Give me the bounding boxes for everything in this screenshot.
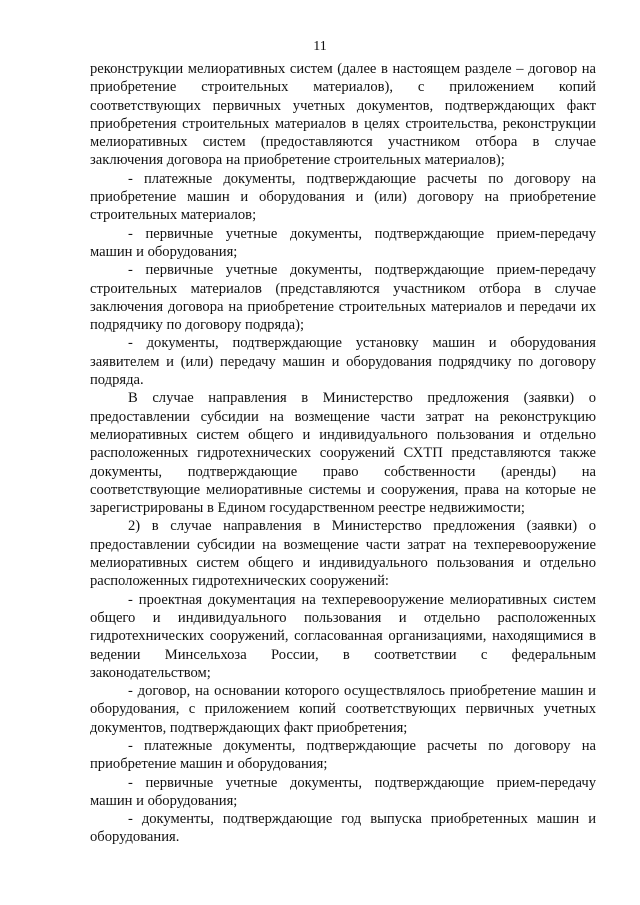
list-item-project-documentation: - проектная документация на техперевооружение мелиоративных систем общего и индивидуального пользования и отдельно расположенных гидротехнических сооружений, согласованная организациями, находящимися в ведении Минсельхоза России, в соответствии с федеральным законодательством;: [90, 591, 596, 681]
list-item-machine-transfer-documents: - первичные учетные документы, подтверждающие прием-передачу машин и оборудования;: [90, 225, 596, 260]
list-item-payment-documents: - платежные документы, подтверждающие расчеты по договору на приобретение машин и оборудования и (или) договору на приобретение строительных материалов;: [90, 170, 596, 224]
paragraph-ownership-documents: В случае направления в Министерство предложения (заявки) о предоставлении субсидии на возмещение части затрат на реконструкцию мелиоративных систем общего и индивидуального пользования и отдельно расположенных гидротехнических сооружений СХТП представляются также документы, подтверждающие право собственности (аренды) на соответствующие мелиоративные системы и сооружения, права на которые не зарегистрированы в Едином государственном реестре недвижимости;: [90, 390, 596, 517]
list-item-materials-transfer-documents: - первичные учетные документы, подтверждающие прием-передачу строительных материалов (представляются участником отбора в случае заключения договора на приобретение строительных материалов и передачи их подрядчику по договору подряда);: [90, 262, 596, 334]
document-body: [90, 60, 596, 847]
continuation-paragraph: реконструкции мелиоративных систем (далее в настоящем разделе – договор на приобретение строительных материалов), с приложением копий соответствующих первичных учетных документов, подтверждающих факт приобретения строительных материалов в целях строительства, реконструкции мелиоративных систем (предоставляются участником отбора в случае заключения договора на приобретение строительных материалов);: [90, 61, 596, 169]
paragraph-section-2: 2) в случае направления в Министерство предложения (заявки) о предоставлении субсидии на возмещение части затрат на техперевооружение мелиоративных систем общего и индивидуального пользования и отдельно расположенных гидротехнических сооружений:: [90, 518, 596, 590]
list-item-payment-documents-2: - платежные документы, подтверждающие расчеты по договору на приобретение машин и оборудования;: [90, 737, 596, 773]
list-item-installation-documents: - документы, подтверждающие установку машин и оборудования заявителем и (или) передачу машин и оборудования подрядчику по договору подряда.: [90, 335, 596, 389]
list-item-machine-transfer-documents-2: - первичные учетные документы, подтверждающие прием-передачу машин и оборудования;: [90, 774, 596, 809]
list-item-year-of-manufacture-documents: - документы, подтверждающие год выпуска приобретенных машин и оборудования.: [90, 811, 596, 846]
list-item-purchase-contract: - договор, на основании которого осуществлялось приобретение машин и оборудования, с приложением копий соответствующих первичных учетных документов, подтверждающих факт приобретения;: [90, 683, 596, 736]
page-number: 11: [313, 39, 327, 54]
